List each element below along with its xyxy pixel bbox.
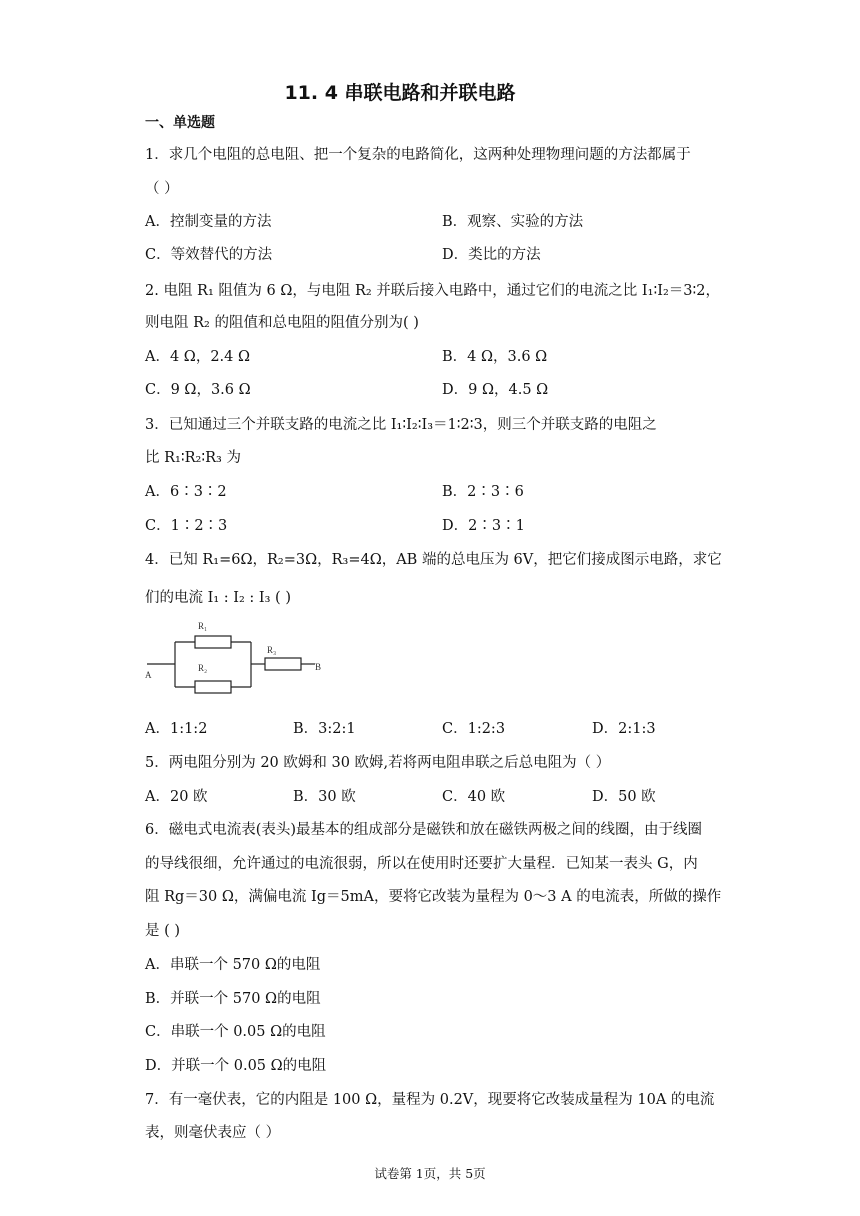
label-a: A — [145, 670, 152, 680]
q3-option-c: C．1∶2∶3 — [145, 518, 228, 534]
q4-stem-line2: 们的电流 I₁ : I₂ : I₃ ( ) — [145, 590, 291, 606]
q3-stem-line2: 比 R₁∶R₂∶R₃ 为 — [145, 450, 241, 466]
q4-option-b: B．3:2:1 — [293, 721, 356, 737]
q6-stem-line1: 6．磁电式电流表(表头)最基本的组成部分是磁铁和放在磁铁两极之间的线圈，由于线圈 — [145, 822, 703, 838]
q7-stem-line1: 7．有一毫伏表，它的内阻是 100 Ω，量程为 0.2V，现要将它改装成量程为 10A 的电流 — [145, 1092, 715, 1108]
section-heading: 一、单选题 — [145, 115, 215, 131]
q4-stem-line1: 4．已知 R₁=6Ω，R₂=3Ω，R₃=4Ω，AB 端的总电压为 6V，把它们接成图示电路，求它 — [145, 552, 722, 568]
q5-option-b: B．30 欧 — [293, 789, 356, 805]
page-title: 11. 4 串联电路和并联电路 — [284, 82, 516, 104]
q5-option-a: A．20 欧 — [145, 789, 208, 805]
q6-option-d: D．并联一个 0.05 Ω的电阻 — [145, 1058, 327, 1074]
page-footer: 试卷第 1页，共 5页 — [374, 1166, 486, 1181]
q3-option-b: B．2∶3∶6 — [442, 484, 524, 500]
q2-option-d: D．9 Ω，4.5 Ω — [442, 382, 549, 398]
q4-option-d: D．2:1:3 — [592, 721, 656, 737]
q1-stem-line1: 1．求几个电阻的总电阻、把一个复杂的电路简化，这两种处理物理问题的方法都属于 — [145, 147, 691, 163]
q1-option-a: A．控制变量的方法 — [145, 214, 272, 230]
q1-stem-line2: （ ） — [145, 181, 179, 197]
q6-option-b: B．并联一个 570 Ω的电阻 — [145, 991, 321, 1007]
q7-stem-line2: 表，则毫伏表应（ ） — [145, 1125, 281, 1141]
q6-stem-line3: 阻 Rg＝30 Ω，满偏电流 Ig＝5mA，要将它改装为量程为 0～3 A 的电流表，所做的操作 — [145, 889, 722, 905]
q2-option-a: A．4 Ω，2.4 Ω — [145, 349, 251, 365]
q3-option-a: A．6∶3∶2 — [145, 484, 227, 500]
q6-stem-line4: 是 ( ) — [145, 923, 181, 939]
q5-option-d: D．50 欧 — [592, 789, 656, 805]
label-r2: R₂ — [198, 663, 208, 673]
q2-stem-line2: 则电阻 R₂ 的阻值和总电阻的阻值分别为( ) — [145, 315, 419, 331]
q5-stem-line1: 5．两电阻分别为 20 欧姆和 30 欧姆,若将两电阻串联之后总电阻为（ ） — [145, 755, 611, 771]
q6-stem-line2: 的导线很细，允许通过的电流很弱，所以在使用时还要扩大量程．已知某一表头 G，内 — [145, 856, 698, 872]
q1-option-b: B．观察、实验的方法 — [442, 214, 584, 230]
q6-option-c: C．串联一个 0.05 Ω的电阻 — [145, 1024, 326, 1040]
label-b: B — [315, 662, 322, 672]
q1-option-c: C．等效替代的方法 — [145, 247, 273, 263]
circuit-diagram — [143, 612, 333, 697]
q2-option-c: C．9 Ω，3.6 Ω — [145, 382, 251, 398]
q2-option-b: B．4 Ω，3.6 Ω — [442, 349, 548, 365]
q4-option-a: A．1:1:2 — [145, 721, 208, 737]
q2-stem-line1: 2. 电阻 R₁ 阻值为 6 Ω，与电阻 R₂ 并联后接入电路中，通过它们的电流之比 I₁∶I₂＝3∶2， — [145, 283, 720, 299]
label-r1: R₁ — [198, 621, 208, 631]
q3-stem-line1: 3．已知通过三个并联支路的电流之比 I₁∶I₂∶I₃＝1∶2∶3，则三个并联支路的电阻之 — [145, 417, 657, 433]
q3-option-d: D．2∶3∶1 — [442, 518, 525, 534]
q5-option-c: C．40 欧 — [442, 789, 506, 805]
q4-option-c: C．1:2:3 — [442, 721, 506, 737]
label-r3: R₃ — [267, 645, 277, 655]
q1-option-d: D．类比的方法 — [442, 247, 541, 263]
q6-option-a: A．串联一个 570 Ω的电阻 — [145, 957, 321, 973]
